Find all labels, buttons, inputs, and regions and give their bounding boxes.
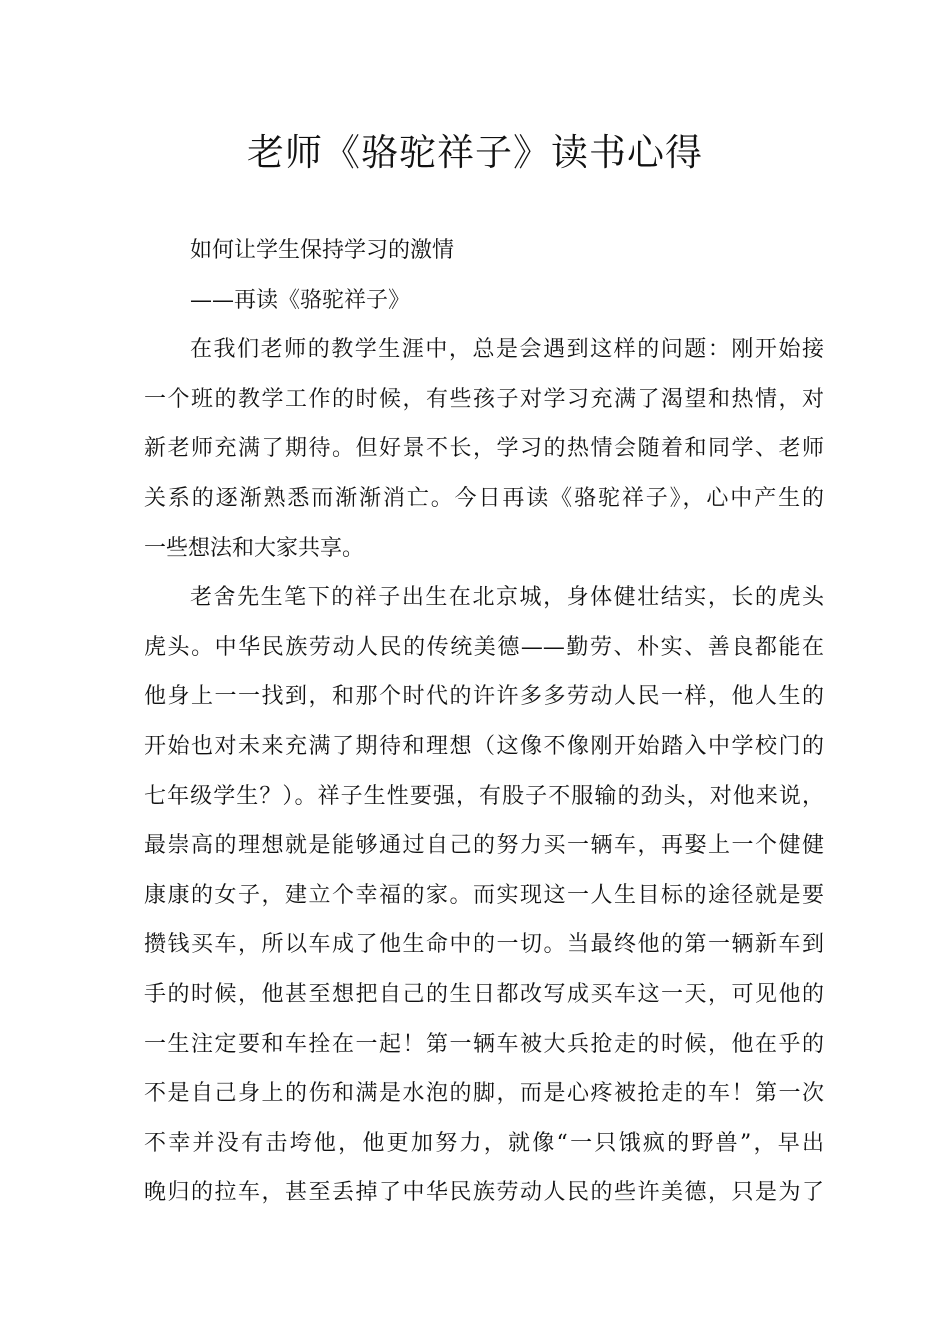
body-line: 在我们老师的教学生涯中，总是会遇到这样的问题：刚开始接 [190, 337, 824, 363]
body-line: 一些想法和大家共享。 [144, 535, 365, 561]
body-line: 康康的女子，建立个幸福的家。而实现这一人生目标的途径就是要 [144, 882, 824, 908]
body-line: 晚归的拉车，甚至丢掉了中华民族劳动人民的些许美德，只是为了 [144, 1180, 824, 1206]
body-line: 七年级学生？）。祥子生性要强，有股子不服输的劲头，对他来说， [144, 783, 824, 809]
body-line: 手的时候，他甚至想把自己的生日都改写成买车这一天，可见他的 [144, 981, 824, 1007]
document-body [144, 226, 824, 1218]
body-line: 他身上一一找到，和那个时代的许许多多劳动人民一样，他人生的 [144, 684, 824, 710]
body-line: 虎头。中华民族劳动人民的传统美德——勤劳、朴实、善良都能在 [144, 634, 824, 660]
body-line: 新老师充满了期待。但好景不长，学习的热情会随着和同学、老师 [144, 436, 824, 462]
body-line: 攒钱买车，所以车成了他生命中的一切。当最终他的第一辆新车到 [144, 932, 824, 958]
body-line: 开始也对未来充满了期待和理想（这像不像刚开始踏入中学校门的 [144, 733, 824, 759]
body-line: 最崇高的理想就是能够通过自己的努力买一辆车，再娶上一个健健 [144, 833, 824, 859]
body-line: 关系的逐渐熟悉而渐渐消亡。今日再读《骆驼祥子》，心中产生的 [144, 485, 824, 511]
body-line: ——再读《骆驼祥子》 [190, 287, 411, 313]
body-line: 一个班的教学工作的时候，有些孩子对学习充满了渴望和热情，对 [144, 386, 824, 412]
body-line: 不幸并没有击垮他，他更加努力，就像“一只饿疯的野兽”，早出 [144, 1130, 824, 1156]
body-line: 一生注定要和车拴在一起！第一辆车被大兵抢走的时候，他在乎的 [144, 1031, 824, 1057]
document-title: 老师《骆驼祥子》读书心得 [247, 131, 703, 174]
body-line: 不是自己身上的伤和满是水泡的脚，而是心疼被抢走的车！第一次 [144, 1081, 824, 1107]
body-line: 如何让学生保持学习的激情 [190, 238, 455, 263]
body-line: 老舍先生笔下的祥子出生在北京城，身体健壮结实，长的虎头 [190, 585, 824, 611]
